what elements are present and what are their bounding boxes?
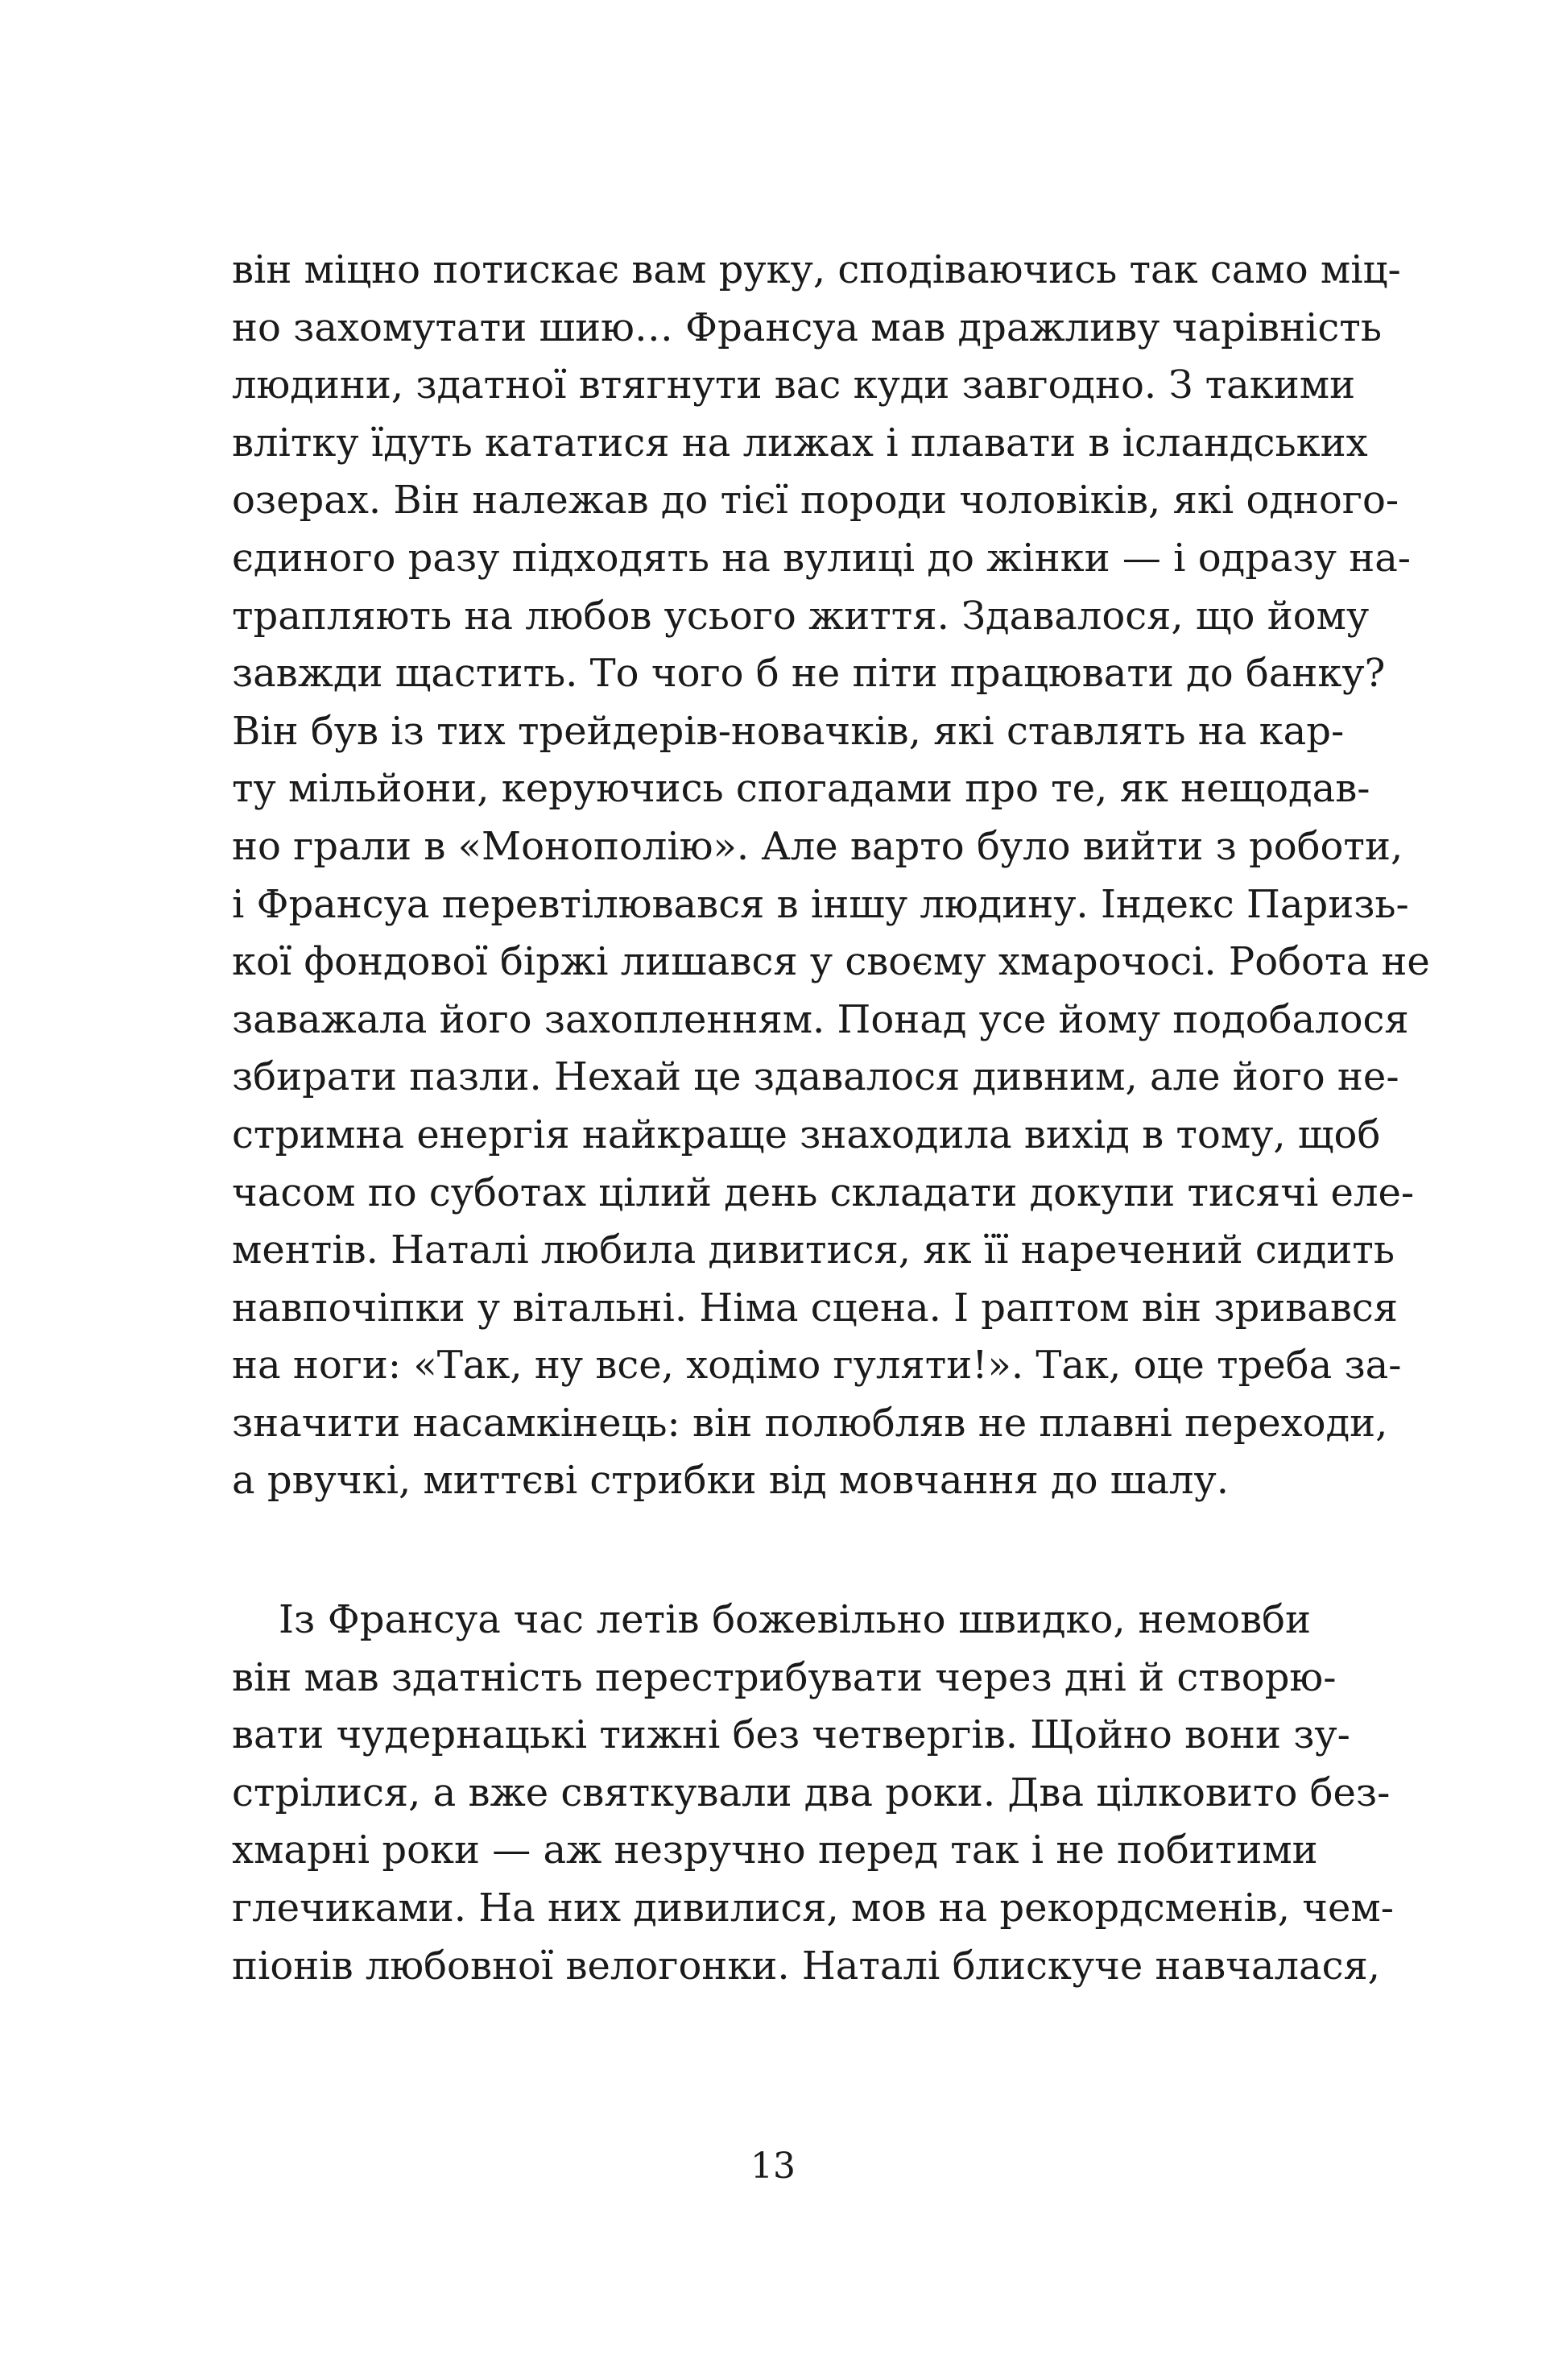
text-line: на ноги: «Так, ну все, ходімо гуляти!». Так, оце треба за- bbox=[232, 1343, 1402, 1389]
text-line: хмарні роки — аж незручно перед так і не побитими bbox=[232, 1827, 1318, 1873]
text-line: кої фондової біржі лишався у своєму хмарочосі. Робота не bbox=[232, 939, 1430, 985]
text-line: значити насамкінець: він полюбляв не плавні переходи, bbox=[232, 1400, 1388, 1446]
text-line: а рвучкі, миттєві стрибки від мовчання до шалу. bbox=[232, 1458, 1229, 1504]
text-line: часом по суботах цілий день складати докупи тисячі еле- bbox=[232, 1169, 1415, 1215]
text-line: влітку їдуть кататися на лижах і плавати в ісландських bbox=[232, 420, 1368, 466]
text-line: ту мільйони, керуючись спогадами про те, як нещодав- bbox=[232, 766, 1370, 812]
text-line: навпочіпки у вітальні. Німа сцена. І раптом він зривався bbox=[232, 1285, 1399, 1331]
text-line: но захомутати шию… Франсуа мав дражливу чарівність bbox=[232, 304, 1382, 350]
text-line: но грали в «Монополію». Але варто було вийти з роботи, bbox=[232, 823, 1403, 869]
paragraph-1 bbox=[232, 242, 1430, 1510]
text-line: заважала його захопленням. Понад усе йому подобалося bbox=[232, 996, 1409, 1042]
text-line: і Франсуа перевтілювався в іншу людину. Індекс Паризь- bbox=[232, 881, 1409, 927]
text-line: глечиками. На них дивилися, мов на рекордсменів, чем- bbox=[232, 1885, 1394, 1931]
text-line: трапляють на любов усього життя. Здавалося, що йому bbox=[232, 593, 1370, 639]
text-line: він мав здатність перестрибувати через дні й створю- bbox=[232, 1654, 1337, 1700]
text-line: завжди щастить. То чого б не піти працювати до банку? bbox=[232, 651, 1386, 697]
text-line: Із Франсуа час летів божевільно швидко, немовби bbox=[279, 1597, 1311, 1642]
paragraph-2 bbox=[232, 1591, 1394, 1995]
text-line: стрілися, а вже святкували два роки. Два цілковито без- bbox=[232, 1769, 1391, 1815]
text-line: людини, здатної втягнути вас куди завгодно. З такими bbox=[232, 362, 1356, 408]
text-line: стримна енергія найкраще знаходила вихід в тому, щоб bbox=[232, 1111, 1381, 1157]
text-line: піонів любовної велогонки. Наталі блискуче навчалася, bbox=[232, 1943, 1381, 1989]
text-line: вати чудернацькі тижні без четвергів. Щойно вони зу- bbox=[232, 1712, 1350, 1758]
text-line: він міцно потискає вам руку, сподіваючись так само міц- bbox=[232, 247, 1401, 292]
text-line: озерах. Він належав до тієї породи чоловіків, які одного- bbox=[232, 478, 1399, 524]
page-number: 13 bbox=[750, 2146, 796, 2187]
text-line: єдиного разу підходять на вулиці до жінки — і одразу на- bbox=[232, 535, 1412, 581]
text-line: ментів. Наталі любила дивитися, як її наречений сидить bbox=[232, 1227, 1395, 1273]
text-line: Він був із тих трейдерів-новачків, які ставлять на кар- bbox=[232, 708, 1345, 754]
text-line: збирати пазли. Нехай це здавалося дивним, але його не- bbox=[232, 1054, 1399, 1100]
